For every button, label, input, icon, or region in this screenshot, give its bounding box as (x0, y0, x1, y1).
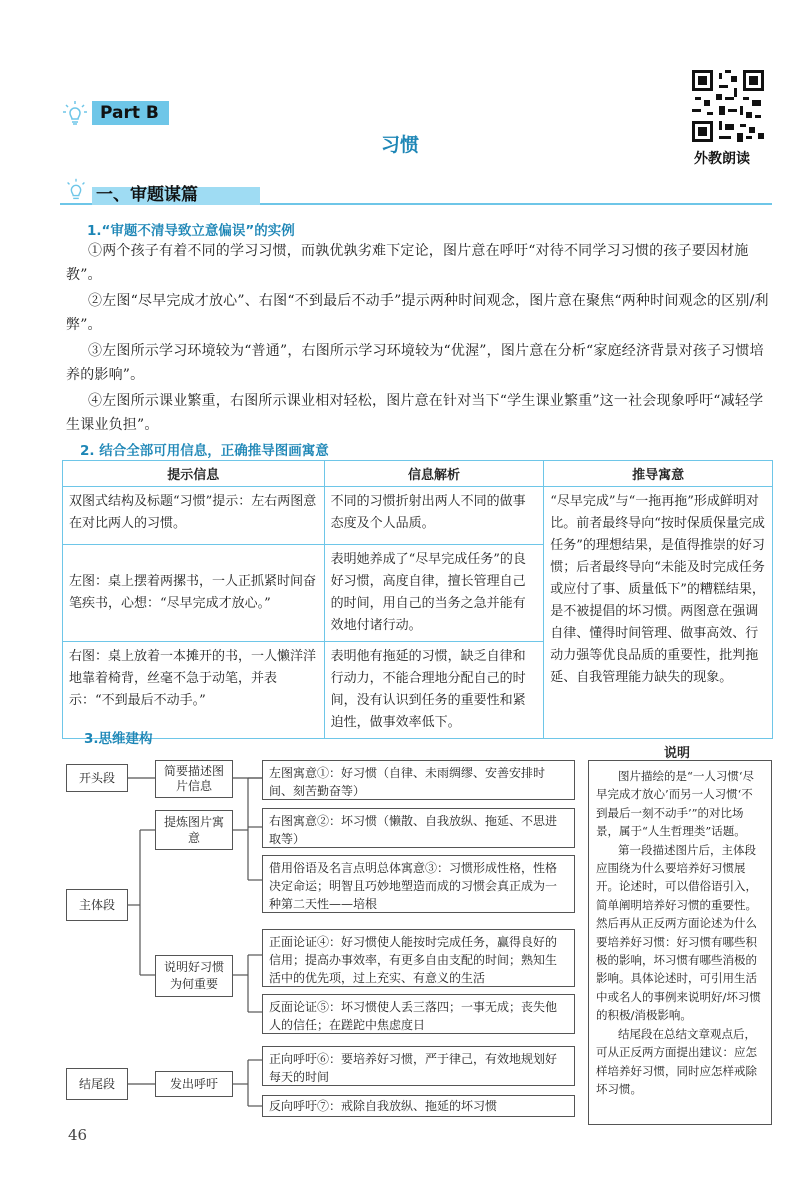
node-opening-describe: 简要描述图片信息 (155, 760, 233, 798)
qr-caption: 外教朗读 (694, 151, 750, 167)
node-body: 主体段 (66, 889, 128, 921)
table-cell: 不同的习惯折射出两人不同的做事态度及个人品质。 (324, 487, 544, 545)
subheading-3: 3.思维建构 (84, 731, 153, 747)
node-opening: 开头段 (66, 764, 128, 792)
leaf-negative-argument: 反面论证⑤：坏习惯使人丢三落四；一事无成；丧失他人的信任；在蹉跎中焦虑度日 (262, 994, 575, 1034)
table-header: 提示信息 (63, 461, 325, 487)
section-title: 一、审题谋篇 (96, 185, 198, 205)
page-number: 46 (68, 1126, 88, 1144)
leaf-positive-argument: 正面论证④：好习惯使人能按时完成任务，赢得良好的信用；提高办事效率，有更多自由支配的时间；熟知生活中的优先项，过上充实、有意义的生活 (262, 929, 575, 987)
part-label: Part B (92, 101, 169, 125)
paragraph-4: ④左图所示课业繁重，右图所示课业相对轻松，图片意在针对当下“学生课业繁重”这一社会现象呼吁“减轻学生课业负担”。 (66, 393, 764, 433)
paragraph-2: ②左图“尽早完成才放心”、右图“不到最后不动手”提示两种时间观念，图片意在聚焦“两种时间观念的区别/利弊”。 (66, 293, 769, 333)
table-header: 推导寓意 (544, 461, 773, 487)
subheading-2: 2. 结合全部可用信息，正确推导图画寓意 (80, 443, 329, 459)
node-body-meaning: 提炼图片寓意 (155, 810, 233, 850)
node-body-importance: 说明好习惯为何重要 (155, 955, 233, 997)
table-cell: 右图：桌上放着一本摊开的书，一人懒洋洋地靠着椅背，丝毫不急于动笔，并表示：“不到最后不动手。” (63, 642, 325, 739)
leaf-right-meaning: 右图寓意②：坏习惯（懒散、自我放纵、拖延、不思进取等） (262, 808, 575, 848)
explanation-title: 说明 (664, 746, 691, 761)
leaf-negative-appeal: 反向呼吁⑦：戒除自我放纵、拖延的坏习惯 (262, 1095, 575, 1117)
explanation-paragraph: 第一段描述图片后，主体段应围绕为什么要培养好习惯展开。论述时，可以借俗语引入，简单阐明培养好习惯的重要性。然后再从正反两方面论述为什么要培养好习惯：好习惯有哪些积极的影响，坏习惯有哪些消极的影响。具体论述时，可引用生活中或名人的事例来说明好/坏习惯的积极/消极影响。 (596, 842, 761, 1023)
table-cell-merged: “尽早完成”与“一拖再拖”形成鲜明对比。前者最终导向“按时保质保量完成任务”的理想结果，是值得推崇的好习惯；后者最终导向“未能及时完成任务或应付了事、质量低下”的糟糕结果，是不被提倡的坏习惯。两图意在强调自律、懂得时间管理、做事高效、行动力强等优良品质的重要性，批判拖延、自我管理能力缺失的现象。 (544, 487, 773, 739)
explanation-paragraph: 图片描绘的是“一人习惯‘尽早完成才放心’而另一人习惯‘不到最后一刻不动手’”的对比场景，属于“人生哲理类”话题。 (596, 769, 755, 839)
paragraph-1: ①两个孩子有着不同的学习习惯，而孰优孰劣难下定论，图片意在呼吁“对待不同学习习惯的孩子要因材施教”。 (66, 243, 749, 283)
table-cell: 表明她养成了“尽早完成任务”的良好习惯，高度自律，擅长管理自己的时间，用自己的当务之急并能有效地付诸行动。 (324, 545, 544, 642)
leaf-positive-appeal: 正向呼吁⑥：要培养好习惯，严于律己，有效地规划好每天的时间 (262, 1046, 575, 1086)
explanation-paragraph: 结尾段在总结文章观点后，可从正反两方面提出建议：应怎样培养好习惯，同时应怎样戒除坏习惯。 (596, 1026, 757, 1096)
table-cell: 左图：桌上摆着两摞书，一人正抓紧时间奋笔疾书，心想：“尽早完成才放心。” (63, 545, 325, 642)
table-cell: 双图式结构及标题“习惯”提示：左右两图意在对比两人的习惯。 (63, 487, 325, 545)
page-title: 习惯 (380, 134, 419, 156)
leaf-overall-meaning: 借用俗语及名言点明总体寓意③：习惯形成性格，性格决定命运；明智且巧妙地塑造而成的习惯会真正成为一种第二天性——培根 (262, 855, 575, 913)
table-header: 信息解析 (324, 461, 544, 487)
node-ending: 结尾段 (66, 1068, 128, 1100)
paragraph-3: ③左图所示学习环境较为“普通”，右图所示学习环境较为“优渥”，图片意在分析“家庭经济背景对孩子习惯培养的影响”。 (66, 343, 764, 383)
subheading-1: 1.“审题不清导致立意偏误”的实例 (87, 223, 295, 239)
explanation-box (588, 760, 772, 1125)
leaf-left-meaning: 左图寓意①：好习惯（自律、未雨绸缪、安善安排时间、刻苦勤奋等） (262, 760, 575, 800)
table-cell: 表明他有拖延的习惯，缺乏自律和行动力，不能合理地分配自己的时间，没有认识到任务的重要性和紧迫性，做事效率低下。 (324, 642, 544, 739)
node-ending-appeal: 发出呼吁 (155, 1071, 233, 1097)
